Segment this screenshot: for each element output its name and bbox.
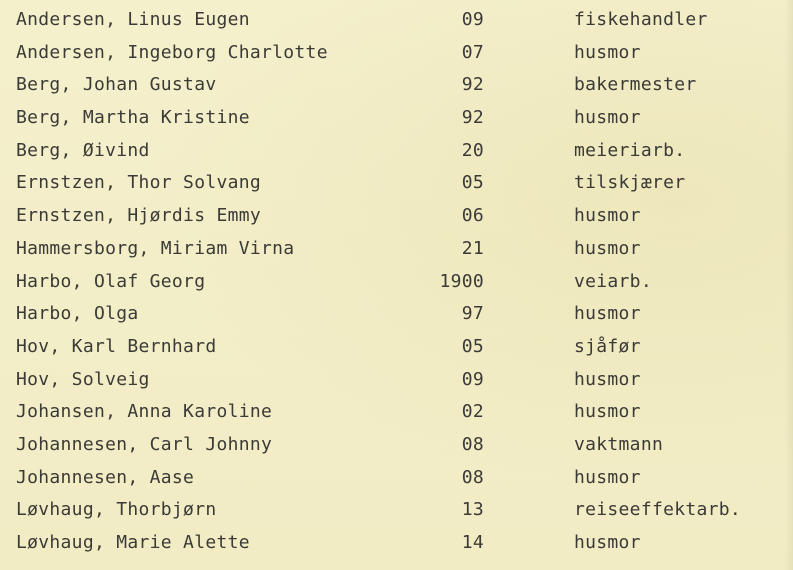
record-row — [0, 429, 793, 461]
resident-name: Harbo, Olga — [16, 303, 139, 324]
resident-name: Johannesen, Carl Johnny — [16, 434, 273, 455]
occupation: husmor — [574, 401, 641, 422]
occupation: husmor — [574, 107, 641, 128]
record-row — [0, 266, 793, 298]
resident-name: Berg, Øivind — [16, 140, 150, 161]
resident-name: Andersen, Linus Eugen — [16, 9, 250, 30]
record-row — [0, 494, 793, 526]
resident-name: Berg, Martha Kristine — [16, 107, 250, 128]
record-row — [0, 396, 793, 428]
birth-year: 20 — [461, 140, 484, 161]
occupation: bakermester — [574, 74, 697, 95]
birth-year: 05 — [461, 172, 484, 193]
birth-year: 97 — [461, 303, 484, 324]
occupation: fiskehandler — [574, 9, 708, 30]
occupation: veiarb. — [574, 271, 652, 292]
birth-year: 13 — [461, 499, 484, 520]
occupation: husmor — [574, 369, 641, 390]
record-row — [0, 4, 793, 36]
resident-name: Løvhaug, Marie Alette — [16, 532, 250, 553]
resident-name: Hov, Solveig — [16, 369, 150, 390]
record-row — [0, 298, 793, 330]
record-row — [0, 37, 793, 69]
occupation: tilskjærer — [574, 172, 686, 193]
birth-year: 21 — [461, 238, 484, 259]
record-row — [0, 331, 793, 363]
birth-year: 14 — [461, 532, 484, 553]
occupation: husmor — [574, 532, 641, 553]
record-row — [0, 102, 793, 134]
birth-year: 92 — [461, 107, 484, 128]
occupation: husmor — [574, 467, 641, 488]
occupation: husmor — [574, 303, 641, 324]
occupation: meieriarb. — [574, 140, 686, 161]
resident-name: Andersen, Ingeborg Charlotte — [16, 42, 328, 63]
occupation: sjåfør — [574, 336, 641, 357]
resident-name: Ernstzen, Hjørdis Emmy — [16, 205, 262, 226]
resident-name: Løvhaug, Thorbjørn — [16, 499, 217, 520]
record-row — [0, 135, 793, 167]
birth-year: 09 — [461, 9, 484, 30]
birth-year: 07 — [461, 42, 484, 63]
record-row — [0, 527, 793, 559]
record-row — [0, 364, 793, 396]
occupation: reiseeffektarb. — [574, 499, 742, 520]
resident-name: Hov, Karl Bernhard — [16, 336, 217, 357]
occupation: vaktmann — [574, 434, 664, 455]
birth-year: 92 — [461, 74, 484, 95]
occupation: husmor — [574, 42, 641, 63]
record-row — [0, 233, 793, 265]
birth-year: 06 — [461, 205, 484, 226]
occupation: husmor — [574, 238, 641, 259]
birth-year: 08 — [461, 434, 484, 455]
resident-name: Ernstzen, Thor Solvang — [16, 172, 262, 193]
birth-year: 1900 — [439, 271, 484, 292]
birth-year: 08 — [461, 467, 484, 488]
resident-name: Hammersborg, Miriam Virna — [16, 238, 295, 259]
record-row — [0, 200, 793, 232]
birth-year: 05 — [461, 336, 484, 357]
record-row — [0, 69, 793, 101]
resident-name: Harbo, Olaf Georg — [16, 271, 206, 292]
resident-name: Berg, Johan Gustav — [16, 74, 217, 95]
occupation: husmor — [574, 205, 641, 226]
record-row — [0, 167, 793, 199]
record-row — [0, 462, 793, 494]
paper-edge-shadow — [785, 0, 793, 570]
birth-year: 09 — [461, 369, 484, 390]
resident-name: Johannesen, Aase — [16, 467, 195, 488]
birth-year: 02 — [461, 401, 484, 422]
resident-name: Johansen, Anna Karoline — [16, 401, 273, 422]
